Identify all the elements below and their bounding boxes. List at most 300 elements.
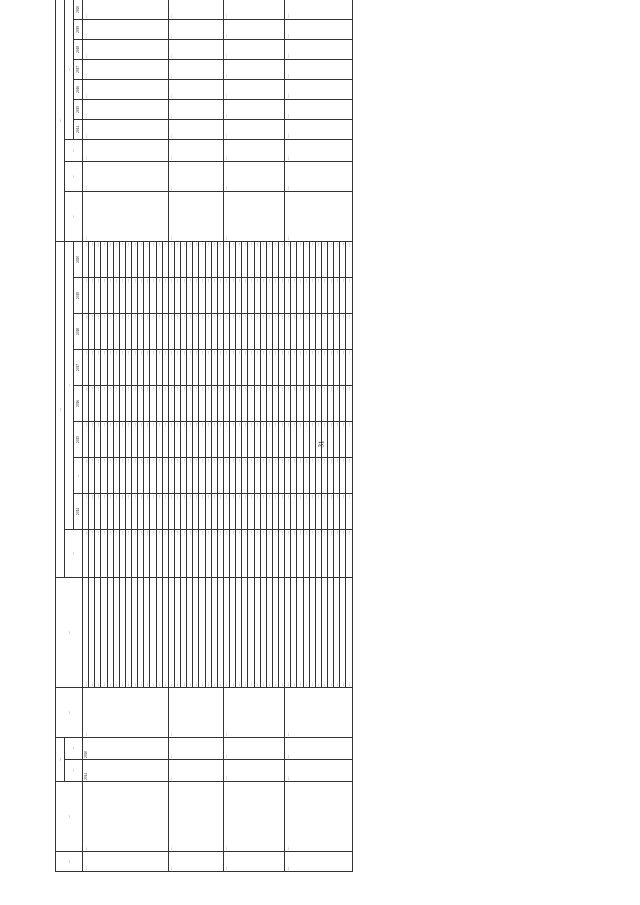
table-cell: … xyxy=(285,79,352,99)
table-cell: … xyxy=(321,578,327,688)
table-cell: … xyxy=(205,350,211,386)
table-cell: … xyxy=(89,494,95,530)
table-cell: … xyxy=(211,278,217,314)
table-cell: … xyxy=(168,314,174,350)
table-cell: … xyxy=(174,530,180,578)
table-cell: … xyxy=(340,386,346,422)
table-cell: … xyxy=(254,530,260,578)
table-cell: … xyxy=(168,738,223,760)
table-cell: … xyxy=(150,530,156,578)
table-cell: … xyxy=(125,578,131,688)
table-cell: … xyxy=(285,314,291,350)
table-cell: … xyxy=(181,350,187,386)
table-cell: … xyxy=(211,350,217,386)
table-cell: … xyxy=(168,386,174,422)
table-cell: … xyxy=(205,241,211,277)
table-cell: … xyxy=(303,422,309,458)
table-cell: … xyxy=(217,422,223,458)
table-cell: … xyxy=(285,241,291,277)
table-cell: … xyxy=(272,350,278,386)
table-cell: … xyxy=(321,350,327,386)
table-cell: … xyxy=(236,422,242,458)
table-cell: … xyxy=(272,494,278,530)
table-cell: … xyxy=(150,350,156,386)
table-cell: … xyxy=(95,530,101,578)
year-header: 2017 xyxy=(74,59,83,79)
table-cell: … xyxy=(156,278,162,314)
table-cell: … xyxy=(297,530,303,578)
table-cell: … xyxy=(89,422,95,458)
table-cell: … xyxy=(291,386,297,422)
table-cell: … xyxy=(187,494,193,530)
table-cell: … xyxy=(83,386,89,422)
table-cell: … xyxy=(199,314,205,350)
table-cell: … xyxy=(266,386,272,422)
table-cell: … xyxy=(248,578,254,688)
table-cell: … xyxy=(150,494,156,530)
col-executor: … xyxy=(56,688,83,738)
table-cell: … xyxy=(230,314,236,350)
table-cell: … xyxy=(89,314,95,350)
table-cell: … xyxy=(211,530,217,578)
table-cell: … xyxy=(168,161,223,191)
table-cell: … xyxy=(95,458,101,494)
table-cell: … xyxy=(174,350,180,386)
table-cell: … xyxy=(340,494,346,530)
year-header: 2017 xyxy=(74,350,83,386)
table-cell: … xyxy=(236,494,242,530)
table-cell: … xyxy=(346,494,352,530)
table-cell: … xyxy=(236,386,242,422)
table-cell: … xyxy=(272,458,278,494)
table-cell: … xyxy=(272,241,278,277)
table-cell: … xyxy=(309,314,315,350)
table-cell: … xyxy=(168,760,223,782)
table-cell: … xyxy=(83,458,89,494)
table-cell: … xyxy=(321,386,327,422)
table-cell: … xyxy=(242,530,248,578)
table-cell: … xyxy=(217,578,223,688)
table-cell: … xyxy=(223,782,284,852)
table-cell: … xyxy=(83,79,169,99)
table-cell: … xyxy=(138,578,144,688)
table-cell: … xyxy=(199,241,205,277)
col-by-year: … xyxy=(65,241,74,529)
table-cell: … xyxy=(254,494,260,530)
table-cell: … xyxy=(266,530,272,578)
table-cell: … xyxy=(242,350,248,386)
table-cell: … xyxy=(181,494,187,530)
table-cell: … xyxy=(125,422,131,458)
table-cell: … xyxy=(193,458,199,494)
table-cell: … xyxy=(95,422,101,458)
table-cell: … xyxy=(101,578,107,688)
table-cell: … xyxy=(334,422,340,458)
table-cell: … xyxy=(248,494,254,530)
table-cell: … xyxy=(254,314,260,350)
table-cell: … xyxy=(291,314,297,350)
table-cell: … xyxy=(205,578,211,688)
table-cell: … xyxy=(181,278,187,314)
table-cell: … xyxy=(328,494,334,530)
table-cell: … xyxy=(113,314,119,350)
table-cell: … xyxy=(199,386,205,422)
table-cell: … xyxy=(217,458,223,494)
table-cell: … xyxy=(95,278,101,314)
table-cell: … xyxy=(236,241,242,277)
table-cell: … xyxy=(125,494,131,530)
table-cell: … xyxy=(303,578,309,688)
table-cell: … xyxy=(285,191,352,241)
table-cell: … xyxy=(138,314,144,350)
table-cell: … xyxy=(223,578,229,688)
table-cell: … xyxy=(285,99,352,119)
table-cell: … xyxy=(236,458,242,494)
table-cell: … xyxy=(168,99,223,119)
table-cell: … xyxy=(217,530,223,578)
table-cell: … xyxy=(285,688,352,738)
col-start: … xyxy=(65,760,83,782)
table-cell: … xyxy=(83,59,169,79)
year-header: 2014 xyxy=(74,119,83,139)
table-cell: … xyxy=(113,494,119,530)
table-cell: … xyxy=(236,530,242,578)
col-total: … xyxy=(65,530,83,578)
table-cell: … xyxy=(83,852,169,872)
col-ind-total: … xyxy=(65,139,83,161)
table-cell: … xyxy=(205,494,211,530)
table-cell: … xyxy=(156,530,162,578)
table-cell: … xyxy=(174,578,180,688)
table-cell: … xyxy=(285,422,291,458)
table-cell: … xyxy=(266,494,272,530)
table-cell: … xyxy=(242,458,248,494)
table-cell: … xyxy=(297,278,303,314)
table-cell: … xyxy=(150,386,156,422)
table-cell: … xyxy=(321,241,327,277)
table-cell: … xyxy=(334,350,340,386)
table-cell: … xyxy=(168,458,174,494)
table-cell: … xyxy=(113,578,119,688)
table-cell: … xyxy=(162,578,168,688)
table-cell: … xyxy=(83,0,169,19)
table-cell: … xyxy=(236,314,242,350)
table-cell: … xyxy=(205,458,211,494)
table-cell: … xyxy=(150,578,156,688)
table-cell: … xyxy=(334,530,340,578)
table-cell: … xyxy=(168,139,223,161)
table-cell: … xyxy=(223,738,284,760)
table-cell: … xyxy=(223,688,284,738)
table-cell: … xyxy=(101,494,107,530)
table-cell: … xyxy=(193,278,199,314)
table-cell: … xyxy=(346,578,352,688)
table-cell: … xyxy=(223,79,284,99)
table-cell: … xyxy=(187,278,193,314)
table-cell: … xyxy=(285,19,352,39)
table-cell: … xyxy=(168,119,223,139)
table-cell: 2020 xyxy=(83,738,169,760)
table-cell: … xyxy=(199,350,205,386)
table-cell: … xyxy=(321,278,327,314)
table-cell: … xyxy=(291,278,297,314)
table-cell: … xyxy=(95,578,101,688)
table-cell: … xyxy=(285,278,291,314)
table-cell: … xyxy=(156,241,162,277)
year-header: 2019 xyxy=(74,19,83,39)
table-cell: … xyxy=(83,782,169,852)
table-cell: … xyxy=(279,494,285,530)
table-cell: … xyxy=(150,458,156,494)
table-cell: … xyxy=(138,530,144,578)
table-cell: … xyxy=(328,530,334,578)
table-cell: … xyxy=(315,314,321,350)
table-cell: … xyxy=(132,578,138,688)
table-cell: … xyxy=(217,278,223,314)
table-cell: … xyxy=(181,422,187,458)
table-cell: … xyxy=(309,458,315,494)
table-cell: … xyxy=(248,458,254,494)
table-cell: … xyxy=(266,278,272,314)
table-cell: … xyxy=(174,241,180,277)
table-cell: … xyxy=(340,314,346,350)
table-cell: … xyxy=(83,578,89,688)
table-cell: … xyxy=(223,0,284,19)
table-cell: … xyxy=(223,458,229,494)
table-cell: … xyxy=(328,422,334,458)
table-cell: … xyxy=(303,278,309,314)
table-cell: … xyxy=(328,241,334,277)
table-cell: … xyxy=(156,386,162,422)
table-cell: … xyxy=(279,578,285,688)
table-cell: … xyxy=(230,578,236,688)
table-cell: … xyxy=(315,530,321,578)
table-cell: … xyxy=(174,386,180,422)
table-cell: … xyxy=(217,241,223,277)
table-cell: … xyxy=(138,494,144,530)
table-cell: … xyxy=(119,314,125,350)
table-cell: … xyxy=(303,494,309,530)
table-cell: … xyxy=(168,688,223,738)
table-cell: … xyxy=(279,422,285,458)
table-cell: … xyxy=(156,458,162,494)
table-cell: … xyxy=(230,494,236,530)
table-cell: … xyxy=(156,578,162,688)
table-cell: … xyxy=(101,422,107,458)
table-cell: … xyxy=(346,422,352,458)
table-cell: … xyxy=(297,578,303,688)
table-cell: … xyxy=(187,386,193,422)
table-cell: … xyxy=(223,139,284,161)
table-cell: … xyxy=(83,494,89,530)
table-cell: … xyxy=(334,386,340,422)
table-cell: … xyxy=(217,386,223,422)
table-cell: … xyxy=(83,530,89,578)
table-cell: … xyxy=(193,350,199,386)
table-cell: … xyxy=(107,386,113,422)
table-cell: … xyxy=(107,422,113,458)
table-cell: … xyxy=(279,530,285,578)
table-cell: … xyxy=(193,494,199,530)
table-cell: … xyxy=(89,278,95,314)
table-cell: … xyxy=(309,386,315,422)
table-cell: … xyxy=(150,314,156,350)
table-cell: … xyxy=(83,139,169,161)
table-cell: … xyxy=(315,278,321,314)
table-cell: … xyxy=(119,422,125,458)
table-cell: … xyxy=(174,314,180,350)
table-cell: … xyxy=(272,530,278,578)
table-cell: … xyxy=(138,386,144,422)
table-cell: … xyxy=(113,458,119,494)
table-cell: … xyxy=(230,530,236,578)
table-cell: … xyxy=(83,39,169,59)
table-cell: … xyxy=(156,494,162,530)
table-cell: … xyxy=(119,386,125,422)
table-cell: … xyxy=(328,578,334,688)
table-cell: … xyxy=(254,458,260,494)
table-cell: … xyxy=(119,578,125,688)
table-cell: … xyxy=(95,241,101,277)
table-cell: … xyxy=(168,19,223,39)
table-cell: … xyxy=(303,458,309,494)
table-cell: … xyxy=(230,422,236,458)
page-number: 31 xyxy=(317,440,326,448)
year-header: 2019 xyxy=(74,278,83,314)
table-cell: … xyxy=(260,458,266,494)
table-cell: … xyxy=(285,386,291,422)
table-cell: … xyxy=(132,350,138,386)
table-cell: … xyxy=(187,350,193,386)
table-cell: … xyxy=(303,530,309,578)
table-cell: … xyxy=(205,530,211,578)
table-cell: … xyxy=(211,241,217,277)
program-table xyxy=(55,0,353,872)
table-cell: … xyxy=(334,458,340,494)
table-cell: … xyxy=(242,241,248,277)
table-rotator xyxy=(55,5,510,872)
year-header: 2015 xyxy=(74,99,83,119)
table-cell: … xyxy=(272,386,278,422)
table-cell: … xyxy=(162,278,168,314)
table-cell: … xyxy=(95,386,101,422)
table-cell: … xyxy=(266,578,272,688)
table-cell: … xyxy=(248,278,254,314)
table-cell: … xyxy=(132,278,138,314)
table-cell: … xyxy=(89,530,95,578)
table-cell: … xyxy=(211,494,217,530)
table-cell: … xyxy=(254,241,260,277)
table-cell: … xyxy=(309,494,315,530)
table-cell: … xyxy=(260,578,266,688)
table-cell: … xyxy=(211,422,217,458)
table-body xyxy=(83,0,353,872)
table-cell: … xyxy=(162,386,168,422)
table-cell: … xyxy=(248,530,254,578)
table-cell: … xyxy=(285,738,352,760)
table-cell: … xyxy=(346,241,352,277)
table-cell: … xyxy=(144,494,150,530)
table-cell: … xyxy=(168,59,223,79)
table-cell: … xyxy=(236,578,242,688)
table-cell: … xyxy=(309,422,315,458)
table-cell: … xyxy=(83,161,169,191)
table-cell: … xyxy=(260,530,266,578)
table-cell: … xyxy=(187,458,193,494)
table-cell: … xyxy=(266,458,272,494)
table-cell: … xyxy=(248,422,254,458)
col-number: … xyxy=(56,852,83,872)
table-cell: … xyxy=(199,422,205,458)
year-header: 2020 xyxy=(74,0,83,19)
table-cell: … xyxy=(119,458,125,494)
table-cell: … xyxy=(144,458,150,494)
table-cell: … xyxy=(315,494,321,530)
table-cell: … xyxy=(223,350,229,386)
table-cell: … xyxy=(89,458,95,494)
table-cell: … xyxy=(346,350,352,386)
table-cell: … xyxy=(260,494,266,530)
table-cell: … xyxy=(162,350,168,386)
year-header: 2015 xyxy=(74,422,83,458)
table-cell: … xyxy=(168,578,174,688)
table-cell: … xyxy=(254,578,260,688)
table-cell: … xyxy=(315,350,321,386)
table-cell: … xyxy=(119,350,125,386)
table-cell: … xyxy=(101,386,107,422)
table-cell: … xyxy=(217,314,223,350)
table-cell: … xyxy=(174,494,180,530)
table-cell: … xyxy=(162,241,168,277)
table-cell: … xyxy=(321,422,327,458)
table-cell: … xyxy=(193,422,199,458)
table-cell: … xyxy=(272,422,278,458)
table-cell: … xyxy=(107,458,113,494)
col-indicators: … xyxy=(56,0,65,241)
table-cell: … xyxy=(328,278,334,314)
table-cell: … xyxy=(285,39,352,59)
col-unit: … xyxy=(65,161,83,191)
table-cell: … xyxy=(193,530,199,578)
year-header: 2020 xyxy=(74,241,83,277)
table-cell: … xyxy=(340,578,346,688)
table-cell: … xyxy=(315,458,321,494)
table-cell: … xyxy=(346,386,352,422)
table-cell: … xyxy=(297,241,303,277)
table-cell: … xyxy=(132,386,138,422)
table-cell: … xyxy=(223,59,284,79)
table-cell: … xyxy=(162,458,168,494)
table-cell: … xyxy=(309,241,315,277)
table-cell: … xyxy=(101,241,107,277)
table-cell: … xyxy=(309,578,315,688)
table-cell: … xyxy=(291,350,297,386)
table-cell: … xyxy=(168,79,223,99)
table-cell: … xyxy=(321,458,327,494)
table-cell: … xyxy=(291,422,297,458)
table-cell: … xyxy=(168,422,174,458)
table-cell: … xyxy=(297,494,303,530)
table-cell: … xyxy=(95,314,101,350)
table-cell: … xyxy=(242,578,248,688)
table-cell: … xyxy=(346,530,352,578)
table-cell: … xyxy=(334,278,340,314)
table-cell: … xyxy=(89,578,95,688)
table-cell: … xyxy=(346,314,352,350)
table-cell: … xyxy=(181,314,187,350)
table-cell: … xyxy=(101,350,107,386)
table-cell: … xyxy=(223,99,284,119)
